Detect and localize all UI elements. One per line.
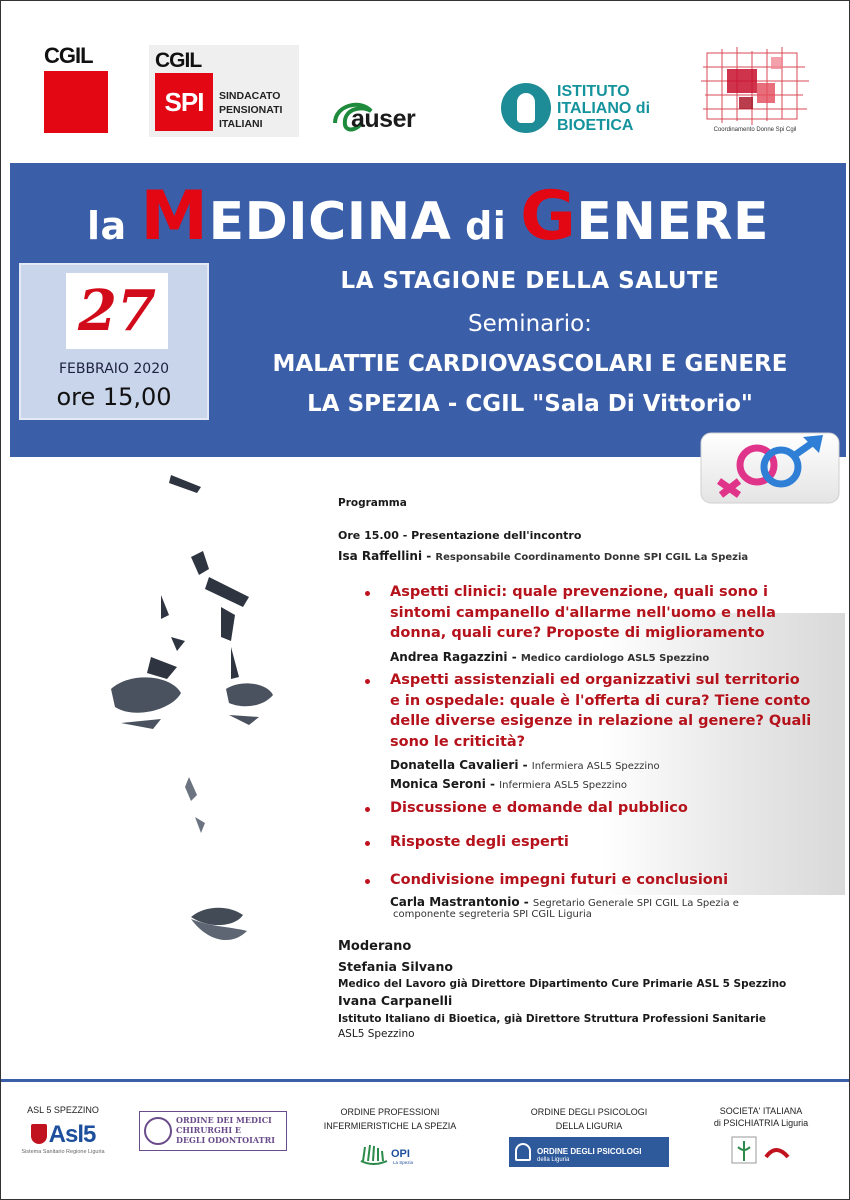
ordine-medici-text [176,1115,275,1145]
bullet-icon [363,589,373,599]
program-item-5-speaker [390,891,739,910]
date-day: 27 [78,278,156,344]
ordine-medici-line-3: DEGLI ODONTOIATRI [176,1135,275,1145]
title-letter-m: M [140,177,209,256]
speaker-role: Infermiera ASL5 Spezzino [499,780,628,791]
topic-line: Risposte degli esperti [390,834,569,850]
grid-mosaic-icon [697,47,813,125]
topic-line: donna, quali cure? Proposte di miglioramento [390,625,765,641]
subtitle: LA STAGIONE DELLA SALUTE [340,268,720,294]
topic-line: e in ospedale: quale è l'offerta di cura? Tiene conto [390,692,811,709]
seal-icon [144,1117,172,1145]
cgil-logo [44,45,108,135]
opening-speaker-role: Responsabile Coordinamento Donne SPI CGIL La Spezia [435,552,749,563]
opening-time: Ore 15.00 - Presentazione dell'incontro [338,529,582,542]
gender-symbols-icon [699,429,843,507]
opi-mark-text: OPI [391,1148,410,1160]
speaker-role: Infermiera ASL5 Spezzino [531,761,660,772]
moderator-2-role-line-1: Istituto Italiano di Bioetica, già Direttore Struttura Professioni Sanitarie [338,1013,766,1025]
psicologi-bar-text: ORDINE DEGLI PSICOLOGI [537,1147,642,1156]
topic-line: Condivisione impegni futuri e conclusioni [390,872,729,888]
footer-divider [1,1079,850,1082]
title-letter-g: G [520,177,577,256]
bioetica-line-3: BIOETICA [557,117,634,134]
date-month: FEBBRAIO 2020 [58,361,170,377]
date-day-card [66,273,168,349]
opening-speaker-name: Isa Raffellini - [338,549,436,563]
bioetica-logo-text [557,83,650,134]
program-item-4-topic [390,832,569,853]
asl5-caption: ASL 5 SPEZZINO [27,1105,99,1115]
opi-hands-icon [355,1139,425,1165]
title-word-edicina: EDICINA [208,192,452,252]
opi-sub-text: La Spezia [393,1160,414,1165]
bullet-icon [363,877,373,887]
topic-line: Aspetti clinici: quale prevenzione, quali sono i [390,584,768,600]
auser-logo [331,93,455,137]
cgil-red-square [44,71,108,133]
ordine-psicologi-logo [509,1105,669,1167]
spi-logo-lines [219,89,282,131]
spi-logo-box: SPI [155,73,213,131]
title-word-la: la [86,204,141,248]
program-item-1-speaker [390,646,709,665]
moderator-1-name: Stefania Silvano [338,959,453,974]
sip-liguria-logo [701,1105,821,1170]
speaker-name: Donatella Cavalieri - [390,758,532,772]
coordinamento-donne-logo [697,47,813,139]
psicologi-caption-2: DELLA LIGURIA [555,1121,623,1131]
sip-caption-2: di PSICHIATRIA Liguria [713,1118,809,1128]
spi-cgil-logo [149,45,299,137]
topic-line: sono le criticità? [390,733,526,750]
bullet-icon [363,677,373,687]
ordine-medici-line-2: CHIRURGHI E [176,1125,241,1135]
shield-icon [31,1124,47,1144]
bioetica-line-2: ITALIANO di [557,100,651,117]
speaker-name: Carla Mastrantonio - [390,895,533,909]
ordine-medici-line-1: ORDINE DEI MEDICI [176,1115,272,1125]
opi-caption-2: INFERMIERISTICHE LA SPEZIA [323,1121,457,1131]
bullet-icon [363,839,373,849]
moderator-2-role [338,1012,766,1042]
spi-line-1: SINDACATO [219,90,281,102]
psicologi-bar [509,1137,669,1167]
program-heading: Programma [338,497,407,509]
istituto-bioetica-logo [501,81,671,137]
auser-logo-text: auser [351,105,416,133]
topic-line: delle diverse esigenze in relazione al genere? Quali [390,713,812,729]
sip-caption-1: SOCIETA' ITALIANA [719,1106,803,1116]
asl5-mark [13,1121,113,1149]
bioetica-line-1: ISTITUTO [557,83,630,100]
bullet-icon [363,805,373,815]
program-item-3-topic [390,798,688,819]
moderator-2-role-line-2: ASL5 Spezzino [338,1028,415,1040]
title-word-di: di [451,204,521,248]
date-time: ore 15,00 [56,383,172,411]
asl5-mark-text: Asl5 [48,1121,96,1148]
event-type: Seminario: [468,311,592,337]
speaker-name: Andrea Ragazzini - [390,650,521,664]
opi-logo [319,1105,461,1170]
psi-symbol-icon [515,1143,531,1161]
program-item-2-speaker-2 [390,773,627,792]
title-banner [10,163,846,457]
program-item-1-topic [390,582,776,644]
program-item-5-speaker-role-2: componente segreteria SPI CGIL Liguria [393,909,592,920]
speaker-name: Monica Seroni - [390,777,500,791]
spi-line-2: PENSIONATI [219,104,283,116]
speaker-role: Segretario Generale SPI CGIL La Spezia e [532,898,739,909]
event-location: LA SPEZIA - CGIL "Sala Di Vittorio" [307,391,753,417]
asl5-tiny-caption: Sistema Sanitario Regione Liguria [21,1149,105,1155]
opening-speaker [338,545,748,564]
main-title [10,177,846,256]
moderators-title: Moderano [338,939,412,954]
asl5-logo [13,1105,113,1155]
speaker-role: Medico cardiologo ASL5 Spezzino [520,653,710,664]
topic-line: Aspetti assistenziali ed organizzativi sul territorio [390,672,800,688]
spi-line-3: ITALIANI [219,118,263,130]
ordine-medici-logo [139,1111,287,1151]
bioetica-circle-icon [501,83,551,133]
title-word-enere: ENERE [576,192,770,252]
topic-line: Discussione e domande dal pubblico [390,800,688,816]
moderator-2-name: Ivana Carpanelli [338,993,453,1008]
program-item-2-speaker-1 [390,754,660,773]
moderator-1-role: Medico del Lavoro già Direttore Dipartimento Cure Primarie ASL 5 Spezzino [338,978,787,990]
program-item-5-topic [390,870,728,891]
psicologi-caption-1: ORDINE DEGLI PSICOLOGI [530,1107,648,1117]
face-illustration [21,457,321,997]
topic-line: sintomi campanello d'allarme nell'uomo e nella [390,604,776,621]
spi-logo-cgil-text: CGIL [155,49,202,72]
opi-caption-1: ORDINE PROFESSIONI [340,1107,440,1117]
cgil-logo-text: CGIL [44,43,93,68]
coordinamento-donne-caption: Coordinamento Donne Spi Cgil [713,127,797,133]
seminar-topic: MALATTIE CARDIOVASCOLARI E GENERE [272,351,788,377]
sip-emblem-icon [718,1135,804,1165]
psicologi-bar-sub: della Liguria [537,1157,570,1163]
date-box [19,263,209,420]
program-item-2-topic [390,670,811,752]
